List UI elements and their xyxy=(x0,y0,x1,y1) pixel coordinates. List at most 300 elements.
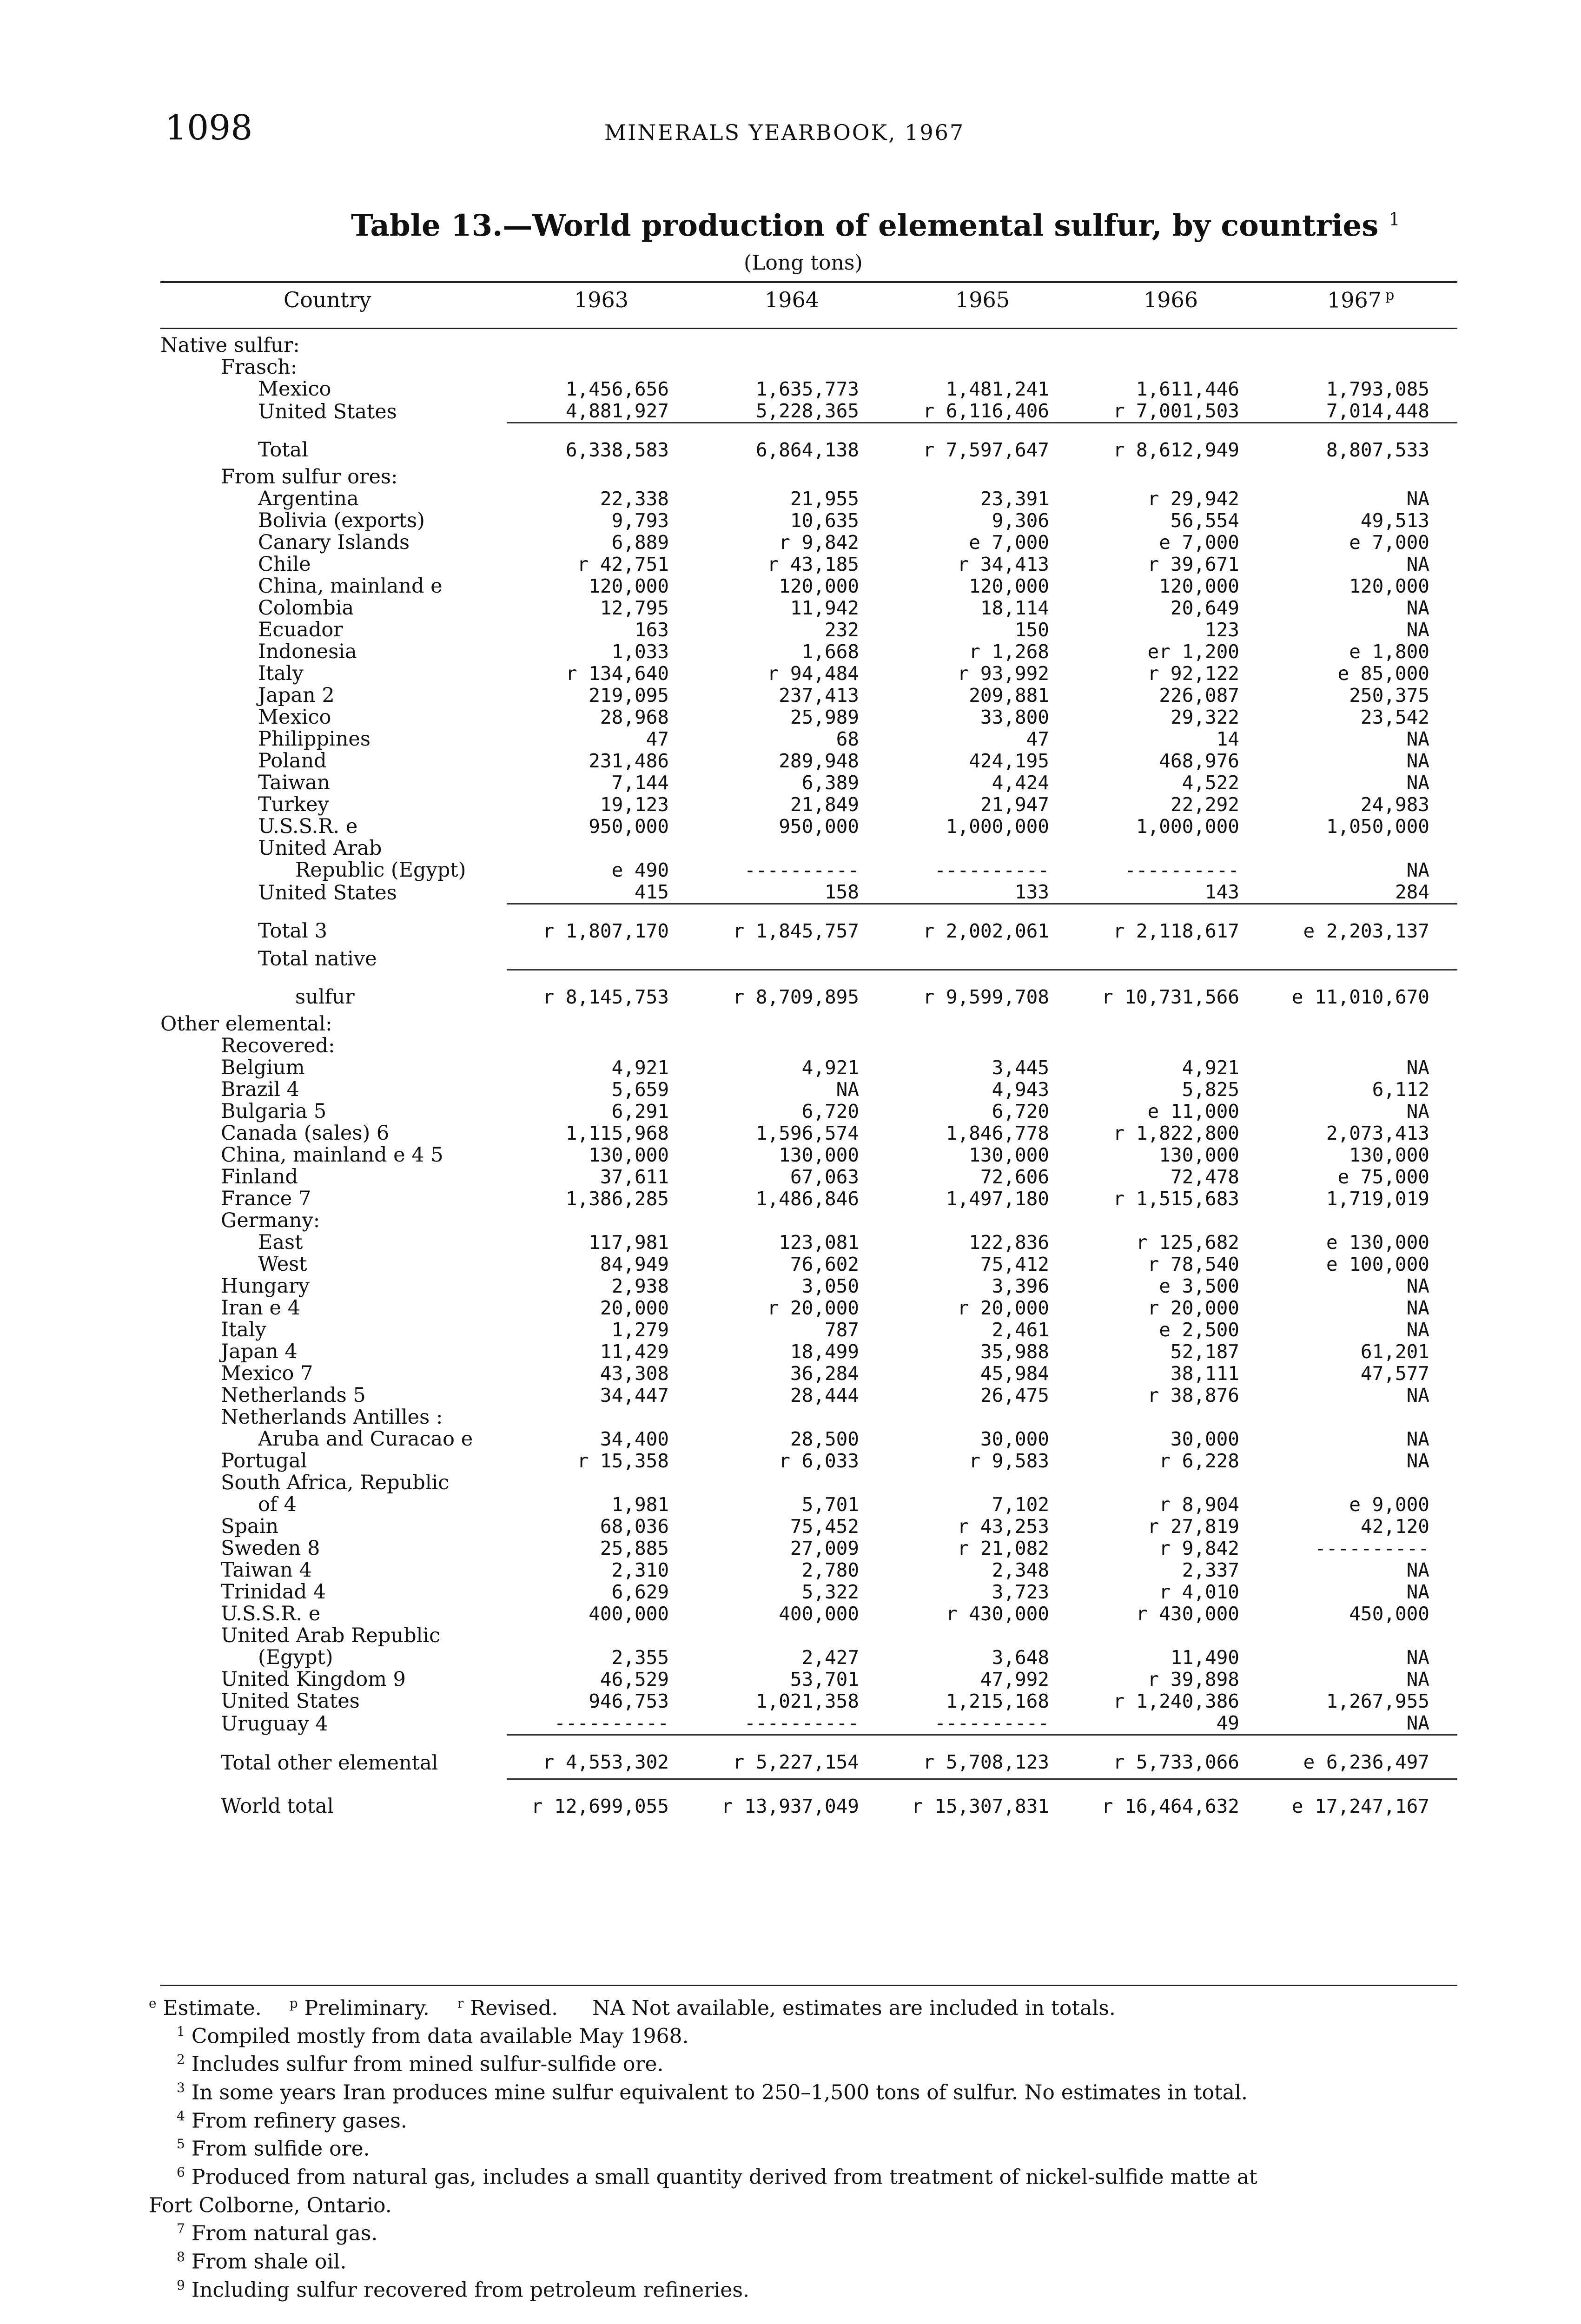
table-row xyxy=(160,881,1457,904)
footnote-number: 4 xyxy=(177,2108,185,2124)
cell-1967: 7,014,448 xyxy=(1326,400,1429,422)
cell-1963: 34,447 xyxy=(600,1385,669,1406)
cell-1964 xyxy=(697,947,887,970)
cell-1963 xyxy=(507,466,697,488)
row-label: Sweden 8 xyxy=(221,1538,320,1559)
table-row xyxy=(160,1450,1457,1472)
row-label: Recovered: xyxy=(221,1035,335,1057)
cell-1967: NA xyxy=(1406,1428,1429,1450)
footnote-number: 2 xyxy=(177,2052,185,2067)
table-row xyxy=(160,750,1457,772)
cell-1963 xyxy=(507,1472,697,1494)
cell-1963: 46,529 xyxy=(600,1669,669,1690)
cell-1966 xyxy=(1077,1472,1267,1494)
cell-1964 xyxy=(697,1625,887,1647)
cell-1966: r 2,118,617 xyxy=(1077,904,1267,948)
cell-1964: 5,322 xyxy=(801,1581,859,1603)
cell-1963: 1,115,968 xyxy=(565,1122,669,1144)
cell-1963: 25,885 xyxy=(600,1538,669,1559)
table-row xyxy=(160,772,1457,794)
cell-1963: 950,000 xyxy=(589,816,669,838)
cell-1964: 75,452 xyxy=(790,1516,859,1538)
row-label: Uruguay 4 xyxy=(221,1712,328,1735)
row-label: From sulfur ores: xyxy=(221,466,398,488)
cell-1965: e 7,000 xyxy=(969,532,1049,554)
header-rule-top xyxy=(160,281,1457,283)
cell-1967: NA xyxy=(1406,1669,1429,1690)
cell-1966: r 39,671 xyxy=(1147,554,1239,575)
table-row xyxy=(160,1232,1457,1254)
table-row xyxy=(160,378,1457,400)
cell-1965: r 20,000 xyxy=(957,1297,1049,1319)
cell-1965: 23,391 xyxy=(980,488,1049,510)
cell-1967: e 11,010,670 xyxy=(1267,970,1457,1014)
cell-1965: 30,000 xyxy=(980,1428,1049,1450)
cell-1966: 11,490 xyxy=(1170,1647,1239,1669)
cell-1967: NA xyxy=(1406,1101,1429,1122)
row-label: Total 3 xyxy=(258,919,327,943)
cell-1967: NA xyxy=(1406,1275,1429,1297)
cell-1964: NA xyxy=(836,1079,859,1101)
table-row xyxy=(160,859,1457,881)
cell-1964: 5,228,365 xyxy=(755,400,859,422)
cell-1964 xyxy=(697,1035,887,1057)
table-row xyxy=(160,1494,1457,1516)
row-label: Japan 4 xyxy=(221,1341,298,1363)
footnote-legend xyxy=(149,1992,1460,2020)
cell-1964: r 6,033 xyxy=(779,1450,859,1472)
cell-1967 xyxy=(1267,1035,1457,1057)
cell-1967 xyxy=(1267,466,1457,488)
cell-1963: 6,338,583 xyxy=(507,423,697,467)
cell-1965: 18,114 xyxy=(980,597,1049,619)
footnote-text: Compiled mostly from data available May 1968. xyxy=(191,2024,689,2048)
cell-1966: r 1,515,683 xyxy=(1113,1188,1239,1210)
footnote-number: 8 xyxy=(177,2249,185,2265)
table-row xyxy=(160,1472,1457,1494)
footnote-number: 7 xyxy=(177,2221,185,2237)
footnote xyxy=(149,2274,1460,2302)
table-row xyxy=(160,1166,1457,1188)
row-label: Frasch: xyxy=(221,357,298,378)
cell-1963: 163 xyxy=(634,619,669,641)
cell-1967 xyxy=(1267,1625,1457,1647)
row-label: Finland xyxy=(221,1166,298,1188)
cell-1963: 9,793 xyxy=(611,510,669,532)
cell-1967: 130,000 xyxy=(1349,1144,1429,1166)
cell-1966: 130,000 xyxy=(1159,1144,1239,1166)
footnote-text: Fort Colborne, Ontario. xyxy=(149,2193,392,2218)
cell-1967: e 85,000 xyxy=(1337,663,1429,685)
cell-1965: ---------- xyxy=(934,859,1049,881)
footnote-text: Including sulfur recovered from petroleum refineries. xyxy=(191,2278,749,2302)
cell-1963: 12,795 xyxy=(600,597,669,619)
table-row xyxy=(160,1385,1457,1406)
cell-1966 xyxy=(1077,357,1267,378)
table-row xyxy=(160,794,1457,816)
cell-1965: 33,800 xyxy=(980,706,1049,728)
cell-1966: r 7,001,503 xyxy=(1113,400,1239,422)
cell-1967: e 6,236,497 xyxy=(1267,1735,1457,1779)
row-label: Chile xyxy=(258,554,311,575)
legend-text: Revised. xyxy=(470,1996,558,2020)
row-label: United States xyxy=(221,1690,360,1712)
cell-1963: 84,949 xyxy=(600,1254,669,1275)
cell-1967: e 17,247,167 xyxy=(1267,1779,1457,1823)
footnote-text: Includes sulfur from mined sulfur-sulfide ore. xyxy=(191,2052,664,2076)
cell-1965: 7,102 xyxy=(992,1494,1049,1516)
cell-1965: 209,881 xyxy=(969,685,1049,706)
row-label: Other elemental: xyxy=(160,1013,332,1035)
legend-mark: e xyxy=(149,1995,157,2011)
table-row xyxy=(160,335,1457,357)
row-label: China, mainland e xyxy=(258,575,443,597)
row-label: Philippines xyxy=(258,728,370,750)
row-label: Mexico 7 xyxy=(221,1363,313,1385)
cell-1967: 1,793,085 xyxy=(1326,378,1429,400)
cell-1967: NA xyxy=(1406,1057,1429,1079)
cell-1963: 946,753 xyxy=(589,1690,669,1712)
cell-1964: 21,849 xyxy=(790,794,859,816)
cell-1966: 143 xyxy=(1204,881,1239,903)
cell-1967 xyxy=(1267,357,1457,378)
table-title-text: Table 13.—World production of elemental sulfur, by countries xyxy=(351,208,1379,243)
cell-1964 xyxy=(697,1210,887,1232)
cell-1964: 21,955 xyxy=(790,488,859,510)
cell-1965 xyxy=(887,1406,1077,1428)
cell-1966 xyxy=(1077,947,1267,970)
cell-1965: r 15,307,831 xyxy=(887,1779,1077,1823)
cell-1963: 2,938 xyxy=(611,1275,669,1297)
table-row xyxy=(160,1603,1457,1625)
cell-1964: 53,701 xyxy=(790,1669,859,1690)
cell-1963: r 4,553,302 xyxy=(507,1735,697,1779)
row-label: West xyxy=(258,1254,307,1275)
cell-1965: r 430,000 xyxy=(946,1603,1049,1625)
cell-1966: 20,649 xyxy=(1170,597,1239,619)
legend-item xyxy=(149,1996,262,2020)
table-row xyxy=(160,728,1457,750)
row-label: United States xyxy=(258,881,397,904)
cell-1963: 47 xyxy=(646,728,669,750)
cell-1967: NA xyxy=(1406,1450,1429,1472)
cell-1967: e 130,000 xyxy=(1326,1232,1429,1254)
cell-1964: 2,427 xyxy=(801,1647,859,1669)
cell-1967: NA xyxy=(1406,1297,1429,1319)
cell-1966: r 16,464,632 xyxy=(1077,1779,1267,1823)
cell-1965 xyxy=(887,1035,1077,1057)
cell-1965: 9,306 xyxy=(992,510,1049,532)
footnote-text: In some years Iran produces mine sulfur equivalent to 250–1,500 tons of sulfur. No estimates in total. xyxy=(191,2080,1248,2105)
cell-1965: 26,475 xyxy=(980,1385,1049,1406)
cell-1965: 1,215,168 xyxy=(946,1690,1049,1712)
table-units: (Long tons) xyxy=(744,251,863,275)
footnote xyxy=(149,2133,1460,2161)
row-label: Poland xyxy=(258,750,327,772)
cell-1964: 130,000 xyxy=(779,1144,859,1166)
cell-1967: 61,201 xyxy=(1360,1341,1429,1363)
column-header-1965: 1965 xyxy=(955,287,1010,312)
cell-1967: e 75,000 xyxy=(1337,1166,1429,1188)
footnote-list xyxy=(149,2020,1460,2302)
cell-1966: 29,322 xyxy=(1170,706,1239,728)
cell-1967: 24,983 xyxy=(1360,794,1429,816)
cell-1966: r 39,898 xyxy=(1147,1669,1239,1690)
cell-1967: NA xyxy=(1406,1559,1429,1581)
table-row xyxy=(160,1647,1457,1669)
cell-1963: 120,000 xyxy=(589,575,669,597)
row-label: Taiwan xyxy=(258,772,330,794)
cell-1967: 120,000 xyxy=(1349,575,1429,597)
cell-1964: 289,948 xyxy=(779,750,859,772)
cell-1964: 76,602 xyxy=(790,1254,859,1275)
row-label: Native sulfur: xyxy=(160,335,300,357)
cell-1965: 150 xyxy=(1014,619,1049,641)
cell-1966: r 92,122 xyxy=(1147,663,1239,685)
row-label: Iran e 4 xyxy=(221,1297,301,1319)
cell-1966: r 6,228 xyxy=(1159,1450,1239,1472)
cell-1966: r 430,000 xyxy=(1136,1603,1239,1625)
table-row xyxy=(160,663,1457,685)
cell-1966 xyxy=(1077,838,1267,859)
cell-1965: r 43,253 xyxy=(957,1516,1049,1538)
table-row xyxy=(160,1581,1457,1603)
cell-1967 xyxy=(1267,1472,1457,1494)
footnote-text: From shale oil. xyxy=(191,2250,347,2274)
cell-1966 xyxy=(1077,335,1267,357)
preliminary-mark: p xyxy=(1385,287,1395,304)
row-label: U.S.S.R. e xyxy=(221,1603,321,1625)
cell-1964: 27,009 xyxy=(790,1538,859,1559)
table-row xyxy=(160,1319,1457,1341)
table-row xyxy=(160,1779,1457,1823)
table-row xyxy=(160,1057,1457,1079)
cell-1967: 47,577 xyxy=(1360,1363,1429,1385)
cell-1965: 72,606 xyxy=(980,1166,1049,1188)
table-row xyxy=(160,1712,1457,1735)
cell-1965 xyxy=(887,1472,1077,1494)
row-label: Italy xyxy=(221,1319,266,1341)
cell-1963: r 15,358 xyxy=(577,1450,669,1472)
cell-1964: r 94,484 xyxy=(767,663,859,685)
cell-1965 xyxy=(887,357,1077,378)
cell-1963: e 490 xyxy=(611,859,669,881)
cell-1966: 120,000 xyxy=(1159,575,1239,597)
cell-1966: r 8,904 xyxy=(1159,1494,1239,1516)
cell-1964 xyxy=(697,1406,887,1428)
cell-1965: 2,461 xyxy=(992,1319,1049,1341)
cell-1967: 284 xyxy=(1395,881,1429,903)
table-row xyxy=(160,1341,1457,1363)
cell-1963: r 8,145,753 xyxy=(507,970,697,1014)
table-row xyxy=(160,1406,1457,1428)
cell-1963: r 1,807,170 xyxy=(507,904,697,948)
cell-1966: r 10,731,566 xyxy=(1077,970,1267,1014)
cell-1965: 424,195 xyxy=(969,750,1049,772)
cell-1966: r 29,942 xyxy=(1147,488,1239,510)
cell-1966: 14 xyxy=(1216,728,1239,750)
cell-1963 xyxy=(507,1625,697,1647)
table-row xyxy=(160,1297,1457,1319)
row-label: Argentina xyxy=(258,488,359,510)
table-row xyxy=(160,619,1457,641)
cell-1965: ---------- xyxy=(934,1712,1049,1734)
row-label: Taiwan 4 xyxy=(221,1559,312,1581)
cell-1964: 787 xyxy=(824,1319,859,1341)
footnote-number: 9 xyxy=(177,2277,185,2293)
footnotes xyxy=(149,1992,1460,2302)
cell-1964: 6,720 xyxy=(801,1101,859,1122)
row-label: Turkey xyxy=(258,794,329,816)
cell-1967: e 9,000 xyxy=(1349,1494,1429,1516)
table-row xyxy=(160,1538,1457,1559)
cell-1966: 38,111 xyxy=(1170,1363,1239,1385)
cell-1967 xyxy=(1267,838,1457,859)
row-label: Belgium xyxy=(221,1057,305,1079)
column-header-1967 xyxy=(1327,287,1397,312)
cell-1965: r 9,583 xyxy=(969,1450,1049,1472)
cell-1967: 1,719,019 xyxy=(1326,1188,1429,1210)
footnote-number: 1 xyxy=(177,2023,185,2039)
cell-1965: 4,424 xyxy=(992,772,1049,794)
cell-1963 xyxy=(507,1210,697,1232)
cell-1963 xyxy=(507,1035,697,1057)
table-row xyxy=(160,1122,1457,1144)
cell-1963 xyxy=(507,1406,697,1428)
cell-1963: ---------- xyxy=(554,1712,669,1734)
cell-1966: ---------- xyxy=(1125,859,1239,881)
legend-mark: r xyxy=(457,1995,464,2011)
row-label: Mexico xyxy=(258,378,331,400)
cell-1967: 42,120 xyxy=(1360,1516,1429,1538)
cell-1964 xyxy=(697,335,887,357)
cell-1964: 6,864,138 xyxy=(697,423,887,467)
table-row xyxy=(160,488,1457,510)
cell-1966 xyxy=(1077,1406,1267,1428)
row-label: United Arab Republic xyxy=(221,1625,441,1647)
column-header-country: Country xyxy=(284,287,371,312)
table-row xyxy=(160,1013,1457,1035)
cell-1963: 6,291 xyxy=(611,1101,669,1122)
table-row xyxy=(160,947,1457,970)
cell-1967: e 2,203,137 xyxy=(1267,904,1457,948)
cell-1964: 2,780 xyxy=(801,1559,859,1581)
row-label: Indonesia xyxy=(258,641,357,663)
cell-1966: r 125,682 xyxy=(1136,1232,1239,1254)
cell-1964: r 9,842 xyxy=(779,532,859,554)
column-header-1963: 1963 xyxy=(574,287,629,312)
cell-1967: 6,112 xyxy=(1372,1079,1429,1101)
cell-1967: 450,000 xyxy=(1349,1603,1429,1625)
cell-1967 xyxy=(1267,947,1457,970)
cell-1965: r 93,992 xyxy=(957,663,1049,685)
cell-1963: 4,921 xyxy=(611,1057,669,1079)
table-row xyxy=(160,1559,1457,1581)
row-label: (Egypt) xyxy=(258,1647,333,1669)
cell-1964 xyxy=(697,1013,887,1035)
table-row xyxy=(160,423,1457,467)
cell-1967 xyxy=(1267,1013,1457,1035)
footnote-number: 6 xyxy=(177,2164,185,2180)
cell-1967: ---------- xyxy=(1315,1538,1429,1559)
cell-1964: 28,500 xyxy=(790,1428,859,1450)
cell-1964: 1,635,773 xyxy=(755,378,859,400)
cell-1965: 1,497,180 xyxy=(946,1188,1049,1210)
table-row xyxy=(160,1669,1457,1690)
cell-1963: r 134,640 xyxy=(565,663,669,685)
table-row xyxy=(160,597,1457,619)
cell-1966: 4,522 xyxy=(1182,772,1239,794)
table-row xyxy=(160,970,1457,1014)
cell-1963 xyxy=(507,357,697,378)
column-header-1966: 1966 xyxy=(1144,287,1198,312)
cell-1967 xyxy=(1267,1210,1457,1232)
cell-1965: 45,984 xyxy=(980,1363,1049,1385)
footnote xyxy=(149,2161,1460,2189)
cell-1963: 7,144 xyxy=(611,772,669,794)
row-label: Hungary xyxy=(221,1275,310,1297)
row-label: Japan 2 xyxy=(258,685,335,706)
cell-1963: 20,000 xyxy=(600,1297,669,1319)
cell-1966: r 8,612,949 xyxy=(1077,423,1267,467)
cell-1965: r 6,116,406 xyxy=(923,400,1049,422)
row-label: Trinidad 4 xyxy=(221,1581,326,1603)
cell-1964: r 20,000 xyxy=(767,1297,859,1319)
cell-1963: 117,981 xyxy=(589,1232,669,1254)
cell-1967: e 7,000 xyxy=(1349,532,1429,554)
cell-1964: 237,413 xyxy=(779,685,859,706)
table-row xyxy=(160,1516,1457,1538)
cell-1965: r 21,082 xyxy=(957,1538,1049,1559)
cell-1963: 11,429 xyxy=(600,1341,669,1363)
cell-1964: r 8,709,895 xyxy=(697,970,887,1014)
column-header-1964: 1964 xyxy=(765,287,820,312)
cell-1967: NA xyxy=(1406,750,1429,772)
footnote-number: 5 xyxy=(177,2136,185,2152)
cell-1966: e 11,000 xyxy=(1147,1101,1239,1122)
cell-1966 xyxy=(1077,1013,1267,1035)
cell-1963: 2,310 xyxy=(611,1559,669,1581)
cell-1966: 22,292 xyxy=(1170,794,1239,816)
row-label: Mexico xyxy=(258,706,331,728)
cell-1963: r 42,751 xyxy=(577,554,669,575)
row-label: France 7 xyxy=(221,1188,311,1210)
cell-1965 xyxy=(887,1625,1077,1647)
cell-1964: 5,701 xyxy=(801,1494,859,1516)
cell-1963: 5,659 xyxy=(611,1079,669,1101)
cell-1964: 950,000 xyxy=(779,816,859,838)
cell-1964: 6,389 xyxy=(801,772,859,794)
cell-1966: e 7,000 xyxy=(1159,532,1239,554)
footnote xyxy=(149,2048,1460,2076)
row-label: U.S.S.R. e xyxy=(258,816,358,838)
row-label: Ecuador xyxy=(258,619,343,641)
row-label: Total xyxy=(258,438,308,462)
cell-1967: 250,375 xyxy=(1349,685,1429,706)
cell-1964: 36,284 xyxy=(790,1363,859,1385)
cell-1966 xyxy=(1077,1625,1267,1647)
cell-1965: 3,445 xyxy=(992,1057,1049,1079)
column-header-1967-year: 1967 xyxy=(1327,287,1382,313)
cell-1967: e 100,000 xyxy=(1326,1254,1429,1275)
cell-1966: 72,478 xyxy=(1170,1166,1239,1188)
table-row xyxy=(160,1101,1457,1122)
cell-1966: 52,187 xyxy=(1170,1341,1239,1363)
row-label: Bulgaria 5 xyxy=(221,1101,327,1122)
cell-1963: 219,095 xyxy=(589,685,669,706)
table-row xyxy=(160,575,1457,597)
cell-1966 xyxy=(1077,1210,1267,1232)
